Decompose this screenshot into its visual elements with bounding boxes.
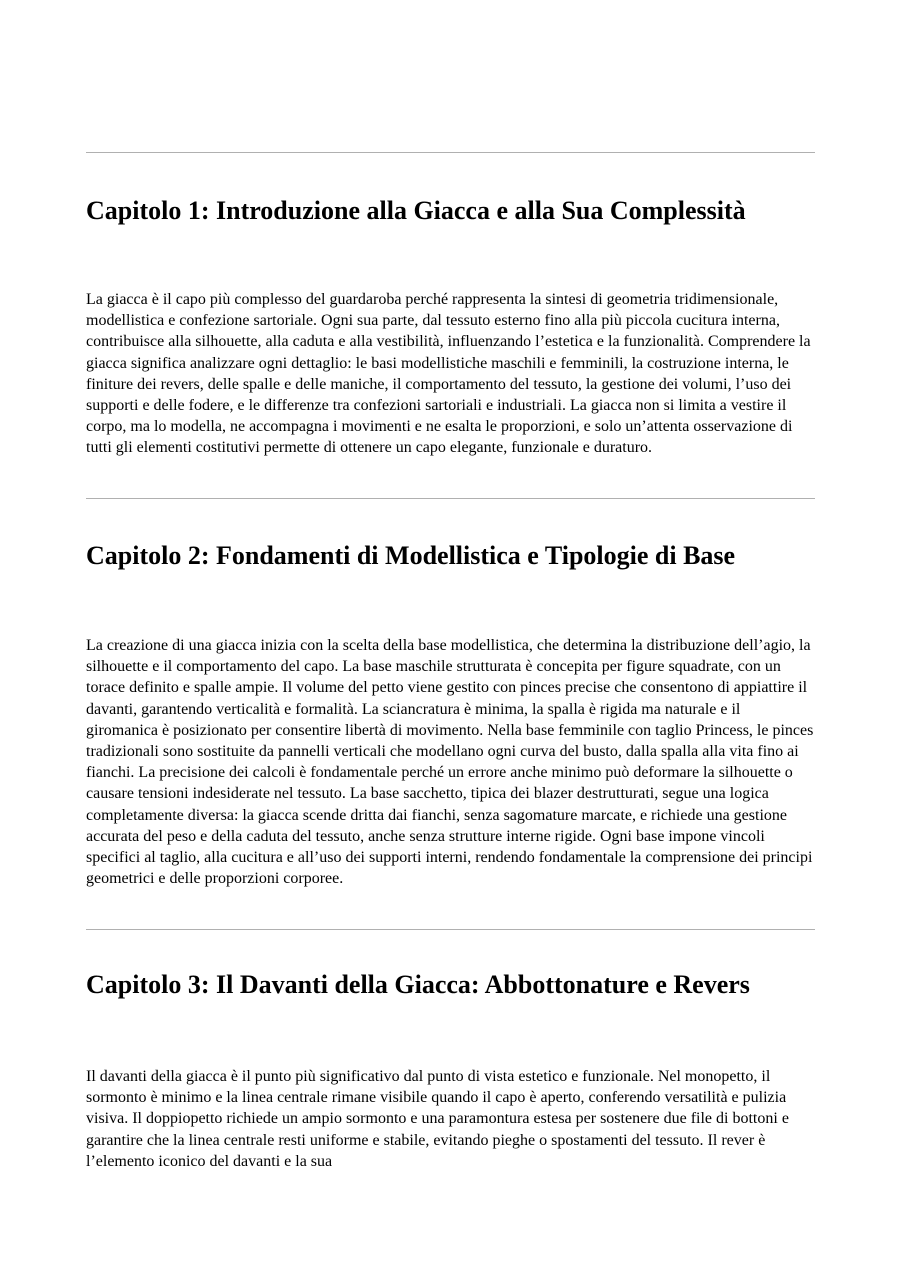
chapter-3-title: Capitolo 3: Il Davanti della Giacca: Abbottonature e Revers [86, 970, 750, 999]
chapter-2-title: Capitolo 2: Fondamenti di Modellistica e Tipologie di Base [86, 541, 736, 570]
chapter-1-body: La giacca è il capo più complesso del guardaroba perché rappresenta la sintesi di geometria tridimensionale, modellistica e confezione sartoriale. Ogni sua parte, dal tessuto esterno fino alla più piccola cucitura interna, contribuisce alla silhouette, alla caduta e alla vestibilità, influenzando l’estetica e la funzionalità. Comprendere la giacca significa analizzare ogni dettaglio: le basi modellistiche maschili e femminili, la costruzione interna, le finiture dei revers, delle spalle e delle maniche, il comportamento del tessuto, la gestione dei volumi, l’uso dei supporti e delle fodere, e le differenze tra confezioni sartoriali e industriali. La giacca non si limita a vestire il corpo, ma lo modella, ne accompagna i movimenti e ne esalta le proporzioni, e solo un’attenta osservazione di tutti gli elementi costitutivi permette di ottenere un capo elegante, funzionale e duraturo. [86, 291, 811, 457]
divider-3 [86, 929, 815, 930]
chapter-1-title: Capitolo 1: Introduzione alla Giacca e alla Sua Complessità [86, 196, 746, 225]
divider-1 [86, 152, 815, 153]
chapter-3-body: Il davanti della giacca è il punto più significativo dal punto di vista estetico e funzionale. Nel monopetto, il sormonto è minimo e la linea centrale rimane visibile quando il capo è aperto, conferendo versatilità e pulizia visiva. Il doppiopetto richiede un ampio sormonto e una paramontura estesa per sostenere due file di bottoni e garantire che la linea centrale resti uniforme e stabile, evitando pieghe o spostamenti del tessuto. Il rever è l’elemento iconico del davanti e la sua [86, 1068, 789, 1170]
divider-2 [86, 498, 815, 499]
chapter-2-body: La creazione di una giacca inizia con la scelta della base modellistica, che determina la distribuzione dell’agio, la silhouette e il comportamento del capo. La base maschile strutturata è concepita per figure squadrate, con un torace definito e spalle ampie. Il volume del petto viene gestito con pinces precise che consentono di appiattire il davanti, garantendo verticalità e formalità. La sciancratura è minima, la spalla è rigida ma naturale e il giromanica è posizionato per consentire libertà di movimento. Nella base femminile con taglio Princess, le pinces tradizionali sono sostituite da pannelli verticali che modellano ogni curva del busto, dalla spalla alla vita fino ai fianchi. La precisione dei calcoli è fondamentale perché un errore anche minimo può deformare la silhouette o causare tensioni indesiderate nel tessuto. La base sacchetto, tipica dei blazer destrutturati, segue una logica completamente diversa: la giacca scende dritta dai fianchi, senza sagomature marcate, e richiede una gestione accurata del peso e della caduta del tessuto, anche senza strutture interne rigide. Ogni base impone vincoli specifici al taglio, alla cucitura e all’uso dei supporti interni, rendendo fondamentale la comprensione dei principi geometrici e delle proporzioni corporee. [86, 637, 814, 888]
